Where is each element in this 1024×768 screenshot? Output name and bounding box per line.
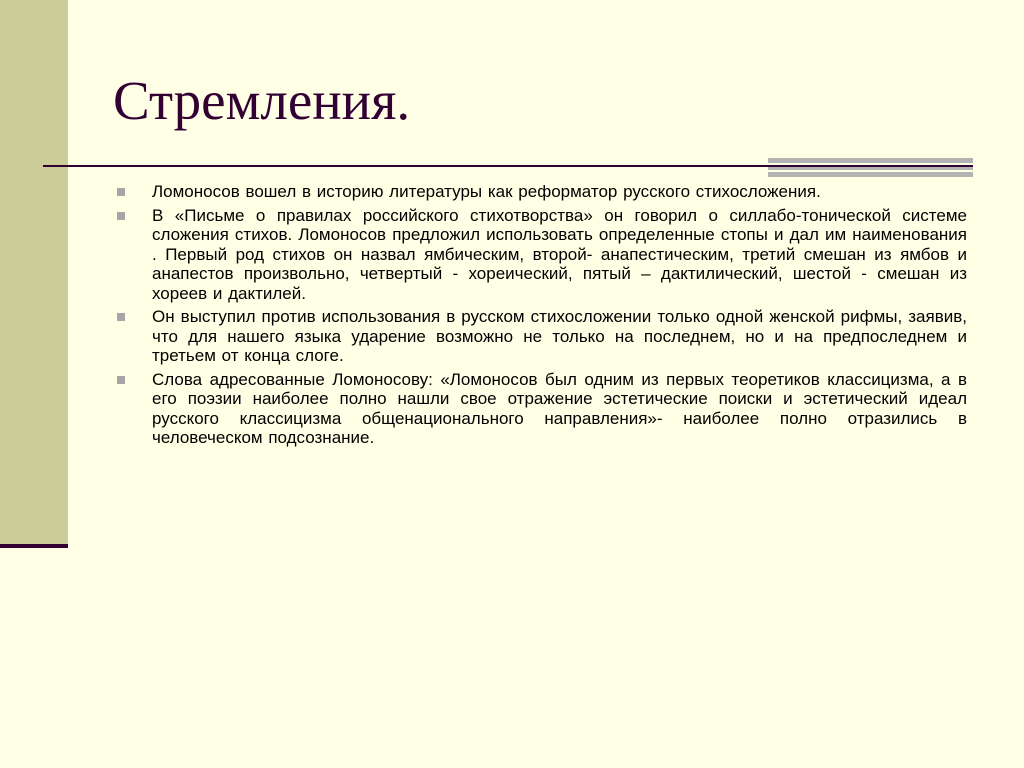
square-bullet-icon <box>117 188 125 196</box>
bullet-text: Ломоносов вошел в историю литературы как реформатор русского стихосложения. <box>152 182 821 201</box>
list-item <box>117 206 967 304</box>
bullet-text: Он выступил против использования в русском стихосложении только одной женской рифмы, заявив, что для нашего языка ударение возможно не только на последнем, но и на предпоследнем и третьем от конца слоге. <box>152 307 967 365</box>
title-rule <box>43 165 973 167</box>
list-item <box>117 370 967 448</box>
title-rule-gray-stripes <box>768 158 973 179</box>
left-accent-band <box>0 0 68 548</box>
list-item <box>117 182 967 202</box>
left-band-underline <box>0 544 68 548</box>
square-bullet-icon <box>117 376 125 384</box>
bullet-list <box>117 182 967 452</box>
bullet-text: Слова адресованные Ломоносову: «Ломоносов был одним из первых теоретиков классицизма, а в его поэзии наиболее полно нашли свое отражение эстетические поиски и эстетический идеал русского классицизма общенационального направления»- наиболее полно отразились в человеческом подсознание. <box>152 369 967 447</box>
bullet-text: В «Письме о правилах российского стихотворства» он говорил о силлабо-тонической системе сложения стихов. Ломоносов предложил использовать определенные стопы и дал им наименования . Первый род стихов он назвал ямбическим, второй- анапестическим, третий смешан из ямбов и анапестов произвольно, четвертый - хореический, пятый – дактилический, шестой - смешан из хореев и дактилей. <box>152 205 967 303</box>
square-bullet-icon <box>117 313 125 321</box>
square-bullet-icon <box>117 212 125 220</box>
list-item <box>117 307 967 366</box>
slide-title: Стремления. <box>113 70 411 131</box>
